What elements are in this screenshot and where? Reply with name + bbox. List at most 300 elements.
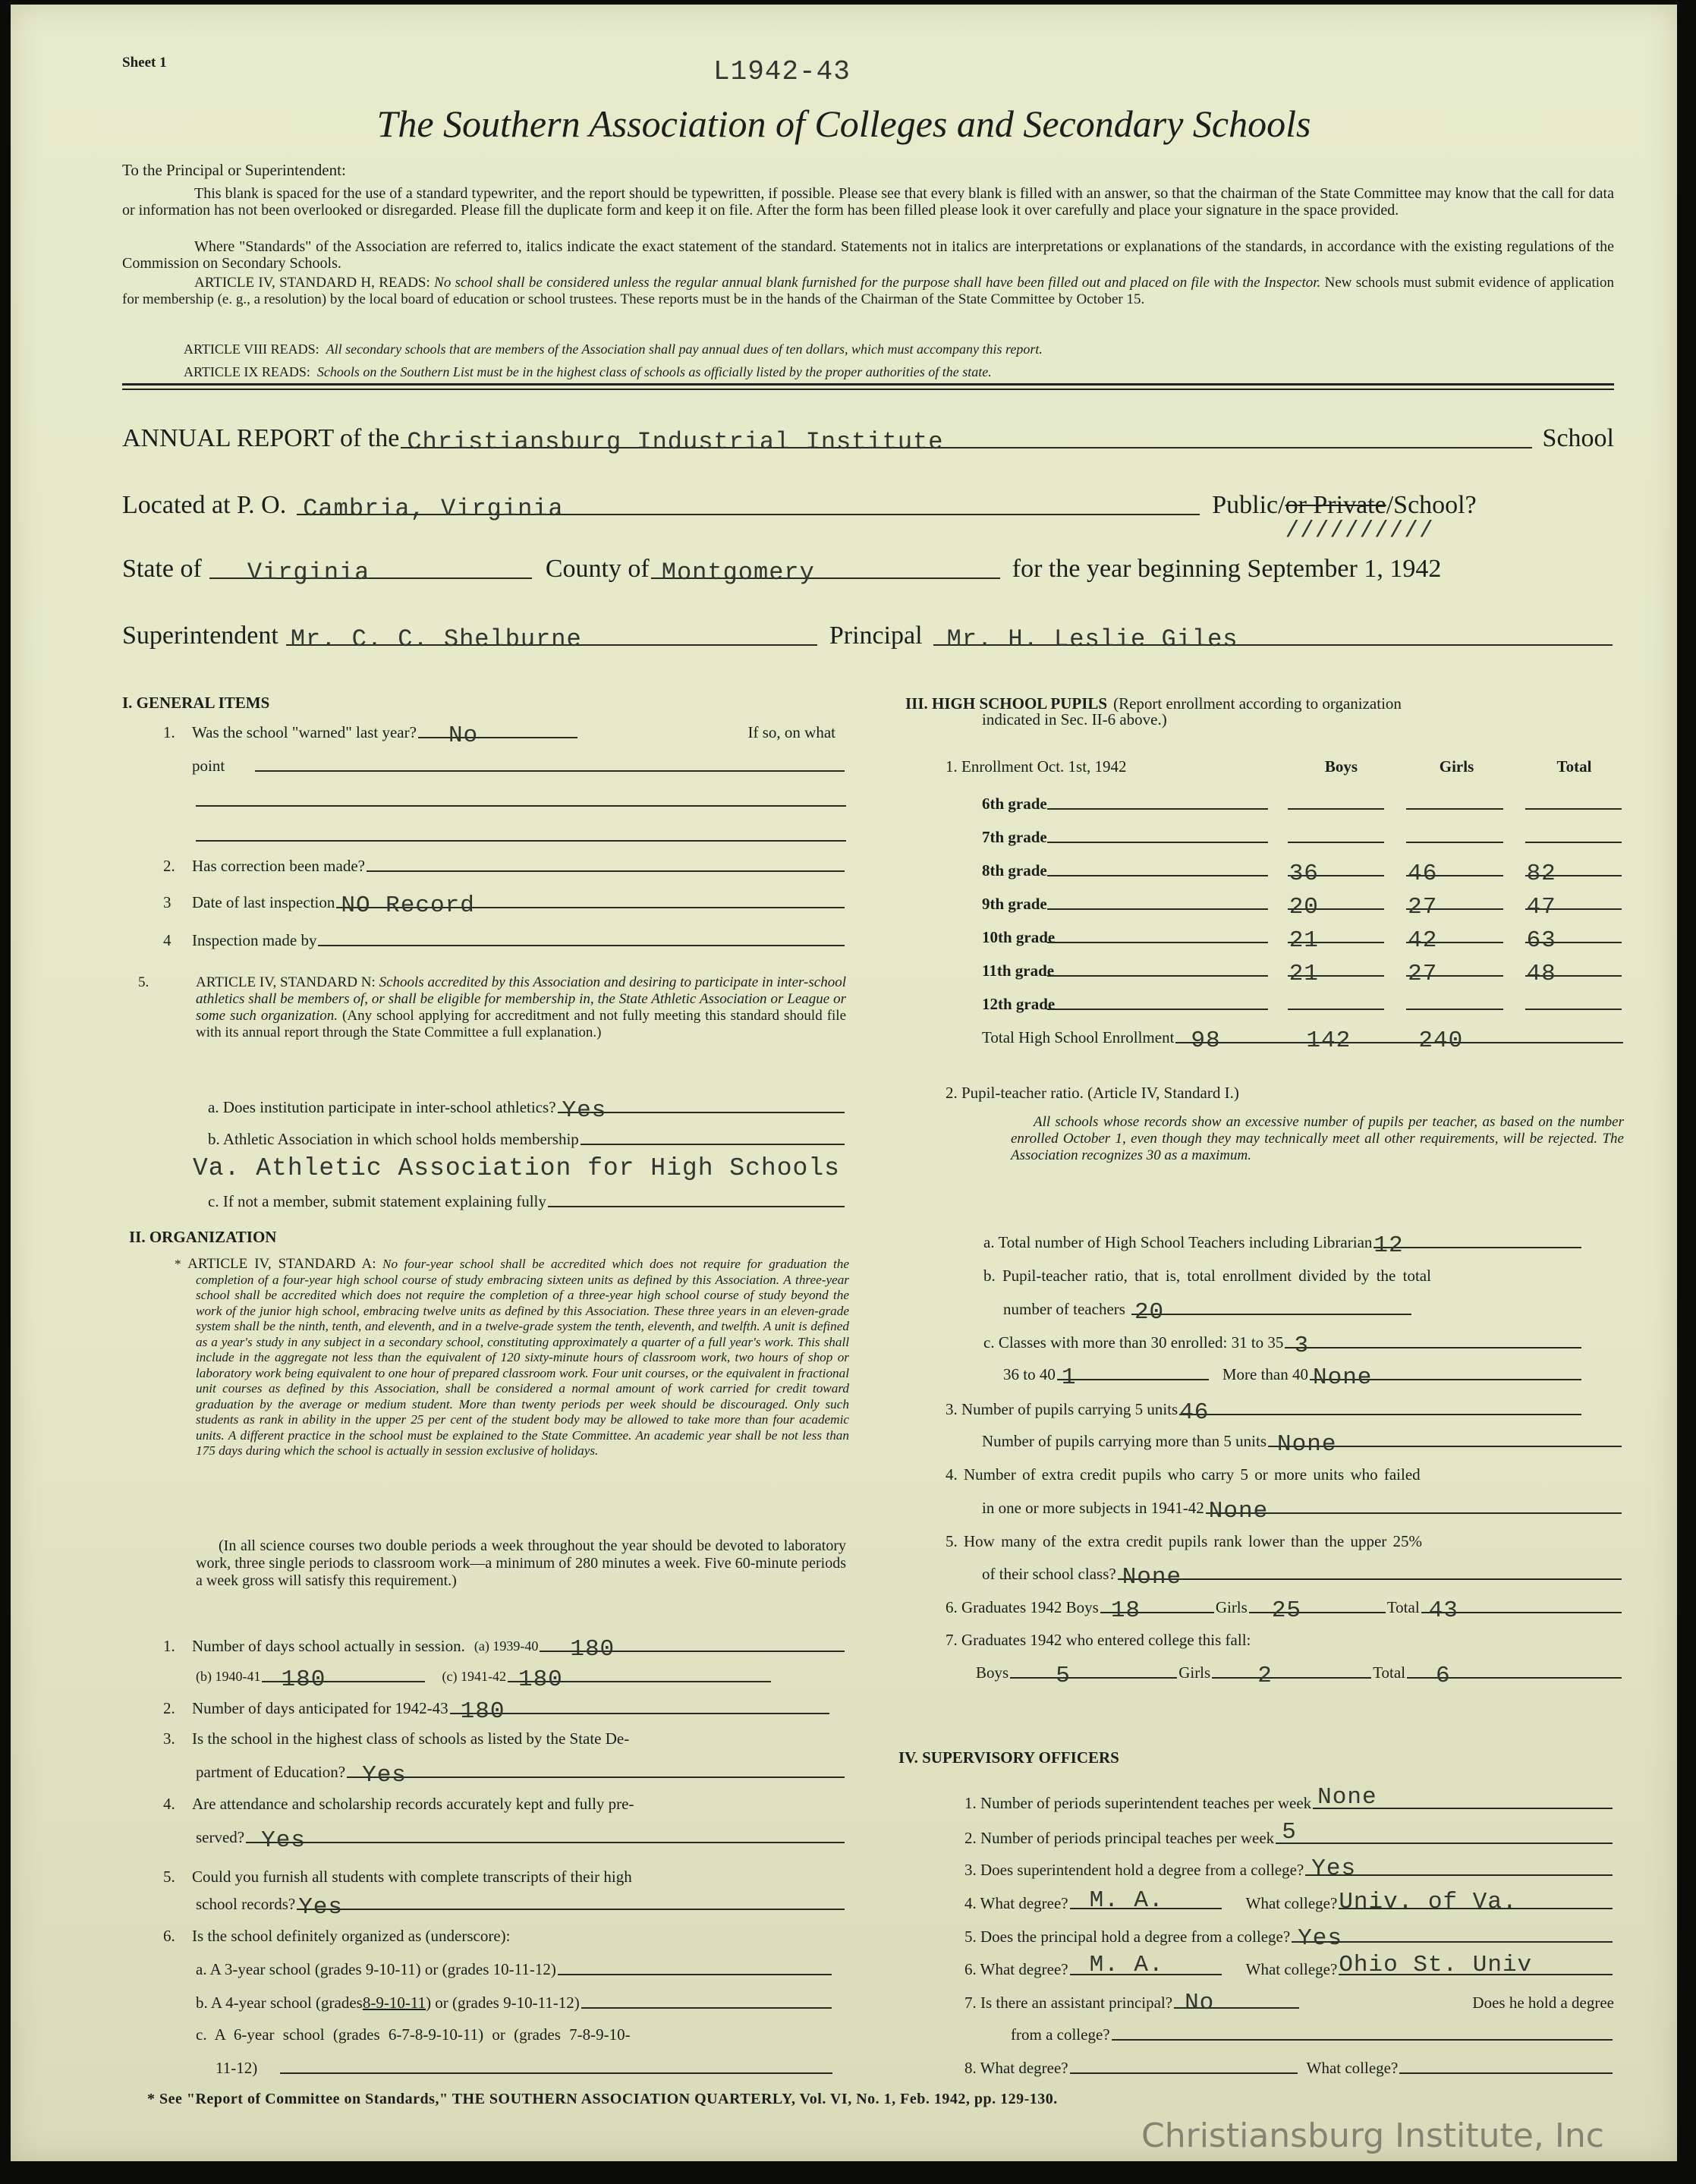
total-enrollment-field[interactable] [1175, 1027, 1623, 1054]
enrollment-boys-field[interactable] [1288, 927, 1384, 954]
pupils-heading-note: (Report enrollment according to organization [1113, 694, 1402, 713]
enrollment-boys-value: 21 [1289, 961, 1319, 987]
grade-blank [1047, 861, 1268, 876]
year-label: (b) 1940-41 [196, 1669, 261, 1684]
blank [581, 1994, 832, 2009]
annual-report-line [122, 423, 1614, 454]
classes-row [983, 1333, 1583, 1359]
supt-periods-value: None [1317, 1784, 1377, 1811]
enrollment-boys-field[interactable] [1288, 828, 1384, 843]
located-line [122, 490, 1625, 544]
org-q6c[interactable] [196, 2025, 846, 2044]
enrollment-girls-field[interactable] [1406, 894, 1502, 920]
article-viii-text: All secondary schools that are members of the Association shall pay annual dues of ten dollars, which must accompany this report. [326, 341, 1043, 357]
grade-blank [1047, 795, 1268, 810]
pupils-q5 [946, 1531, 1623, 1551]
org-q1 [163, 1636, 846, 1663]
org-q1-bc [196, 1666, 772, 1693]
days-1940-value: 180 [281, 1666, 326, 1693]
more-units-field[interactable] [1268, 1431, 1622, 1458]
q-number: 3 [163, 893, 171, 911]
supt-degree-field[interactable] [1070, 1887, 1222, 1914]
pupils-q4 [946, 1465, 1623, 1484]
ratio-field[interactable] [1131, 1299, 1411, 1326]
q-label: Date of last inspection [192, 893, 335, 911]
grade-blank [1047, 961, 1268, 977]
article-ix-label: ARTICLE IX READS: [184, 364, 310, 379]
enrollment-total-value: 63 [1526, 927, 1556, 954]
not-member-field[interactable] [548, 1192, 845, 1207]
enrollment-girls-value: 27 [1408, 961, 1438, 987]
college-boys-value: 5 [1056, 1663, 1071, 1689]
pupils-q4b [982, 1498, 1623, 1525]
asterisk: * [175, 1257, 188, 1271]
q-number: 1. [163, 1637, 175, 1655]
enrollment-total-value: 82 [1526, 861, 1556, 887]
q-label: What college? [1245, 1960, 1338, 1978]
transcripts-value: Yes [298, 1894, 344, 1921]
q-label: Total [1373, 1663, 1406, 1682]
enrollment-girls-field[interactable] [1406, 828, 1502, 843]
standard-n [138, 974, 847, 1041]
q-label: 5. How many of the extra credit pupils rank lower than the upper 25% [946, 1532, 1422, 1550]
pupils-q3 [946, 1399, 1583, 1426]
q-label: 4. What degree? [964, 1894, 1068, 1912]
highest-class-field[interactable] [347, 1762, 845, 1789]
records-kept-field[interactable] [246, 1827, 845, 1854]
article-ix-text: Schools on the Southern List must be in the highest class of schools as officially listed by the proper authorities of the state. [316, 364, 992, 379]
grad-boys-value: 18 [1110, 1597, 1141, 1624]
q-label: Number of pupils carrying more than 5 units [982, 1432, 1267, 1450]
grade-label: 12th grade [982, 995, 1056, 1013]
state-field[interactable] [209, 558, 532, 587]
q-label: Is the school in the highest class of schools as listed by the State De- [192, 1729, 630, 1748]
article-viii-label: ARTICLE VIII READS: [184, 341, 319, 357]
enrollment-girls-value: 46 [1408, 861, 1438, 887]
enrollment-total-field[interactable] [1525, 995, 1622, 1010]
supt-degree-held-field[interactable] [1305, 1855, 1613, 1882]
grad-total-value: 43 [1428, 1597, 1458, 1624]
public-label: Public/ [1212, 491, 1285, 519]
blank-line[interactable] [196, 840, 846, 842]
standard-n-italic: Schools accredited by this Association and desiring to participate in inter-school athletics shall be members of, or shall be eligible for membership in, the State Athletic Association or League or some such organization. [196, 974, 846, 1024]
enrollment-total-value: 48 [1526, 961, 1556, 987]
days-1941-field[interactable] [508, 1666, 771, 1693]
supervisory-q2 [964, 1819, 1614, 1848]
total-boys-value: 98 [1191, 1027, 1221, 1054]
org-q6c2[interactable] [216, 2058, 834, 2078]
general-q1 [163, 722, 835, 749]
enrollment-row [982, 861, 1623, 887]
grade-label: 7th grade [982, 828, 1047, 846]
state-value: Virginia [247, 559, 370, 587]
q-number: 5. [163, 1868, 175, 1886]
enrollment-boys-field[interactable] [1288, 795, 1384, 810]
state-line [122, 554, 1625, 587]
watermark: Christiansburg Institute, Inc [1141, 2116, 1604, 2155]
grade-label: 6th grade [982, 795, 1047, 813]
enrollment-row [982, 994, 1623, 1014]
q-label: number of teachers [1003, 1300, 1125, 1318]
q-label: Boys [976, 1663, 1009, 1682]
supervisory-q4 [964, 1887, 1614, 1915]
q-label: 4. Number of extra credit pupils who carry 5 or more units who failed [946, 1465, 1421, 1484]
q-label: c. A 6-year school (grades 6-7-8-9-10-11) or (grades 7-8-9-10- [196, 2025, 631, 2044]
assistant-principal-field[interactable] [1174, 1990, 1299, 2016]
standard-a-text: No four-year school shall be accredited which does not require for graduation the completion of a four-year high school course of study embracing sixteen units as defined by this Association. A three-year school shall be accredited which does not require the completion of a three-year high school course of study beyond the work of the junior high school, embracing twelve units as defined by this Association. These three years in an eleven-grade system shall be the ninth, tenth, and eleventh, and in a twelve-grade system the tenth, eleventh, and twelfth. A unit is defined as a year's study in any subject in a secondary school, constituting approximately a quarter of a full year's work. This shall include in the aggregate not less than the equivalent of 120 sixty-minute hours of classroom work, two hours of shop or laboratory work being equivalent to one hour of prepared classroom work. Four unit courses, or the equivalent in fractional unit courses as defined by this Association, shall be considered a normal amount of work carried for credit toward graduation by the average or medium student. More than twenty periods per week should be discouraged. Only such students as rank in ability in the upper 25 per cent of the student body may be allowed to take more than four academic units. A different practice in the school must be explained to the State Committee. An academic year shall be not less than 175 days during which the school is actually in session exclusive of holidays. [196, 1257, 850, 1458]
grade-label: 11th grade [982, 961, 1055, 980]
general-items-heading: I. GENERAL ITEMS [122, 694, 270, 712]
enrollment-row [982, 894, 1623, 920]
principal-degree-field[interactable] [1070, 1952, 1222, 1978]
science-note: (In all science courses two double periods a week throughout the year should be devoted to laboratory work, three single periods to classroom work—a minimum of 280 minutes a week. Five 60-minute periods a week gross will satisfy this requirement.) [196, 1537, 846, 1589]
principal-field[interactable] [933, 625, 1613, 653]
supervisory-q7b [1011, 2025, 1614, 2044]
footnote: * See "Report of Committee on Standards," THE SOUTHERN ASSOCIATION QUARTERLY, Vol. VI, No. 1, Feb. 1942, pp. 129-130. [147, 2091, 1058, 2107]
enrollment-boys-field[interactable] [1288, 861, 1384, 887]
rank-lower-value: None [1122, 1564, 1182, 1591]
pupils-heading-note2: indicated in Sec. II-6 above.) [982, 710, 1167, 729]
org-q4b [196, 1827, 846, 1854]
principal-degree-held-value: Yes [1298, 1925, 1342, 1952]
principal-college-field[interactable] [1339, 1952, 1613, 1978]
college-graduates-label: 7. Graduates 1942 who entered college this fall: [946, 1631, 1251, 1649]
college-total-value: 6 [1436, 1663, 1451, 1689]
not-member-question [208, 1191, 846, 1211]
q-number: 6. [163, 1927, 175, 1945]
general-q1-point [192, 756, 846, 776]
last-inspection-field[interactable] [336, 892, 845, 919]
classes-36-40-field[interactable] [1057, 1364, 1209, 1391]
enrollment-girls-field[interactable] [1406, 995, 1502, 1010]
article-h [122, 275, 1614, 308]
q-label: 3. Does superintendent hold a degree from a college? [964, 1861, 1304, 1879]
q-label: Is the school definitely organized as (underscore): [192, 1927, 511, 1945]
days-1940-field[interactable] [262, 1666, 425, 1693]
org-q3b [196, 1762, 846, 1789]
enrollment-girls-field[interactable] [1406, 861, 1502, 887]
q-label: Does he hold a degree [1472, 1994, 1614, 2012]
post-office-value: Cambria, Virginia [303, 495, 564, 523]
underscored-selection: 8-9-10-11 [362, 1994, 426, 2012]
principal-degree-held-field[interactable] [1292, 1925, 1613, 1952]
superintendent-field[interactable] [286, 625, 817, 653]
supervisory-q5 [964, 1925, 1614, 1952]
article-h-rest: New schools must submit evidence of application for membership (e. g., a resolution) by the local board of education or school trustees. These reports must be in the hands of the Chairman of the State Committee by October 15. [122, 275, 1615, 307]
pupil-teacher-note: All schools whose records show an excessive number of pupils per teacher, as based on the number enrolled October 1, even though they may technically meet all other requirements, will be rejected. The Association recognizes 30 as a maximum. [1011, 1114, 1624, 1163]
q-number: 3. [163, 1729, 175, 1748]
classes-31-35-field[interactable] [1285, 1333, 1581, 1359]
grad-boys-field[interactable] [1100, 1597, 1214, 1624]
column-total: Total [1556, 757, 1592, 776]
total-girls-value: 142 [1306, 1027, 1351, 1054]
grade-blank [1047, 828, 1268, 843]
q-label: partment of Education? [196, 1763, 346, 1781]
org-q5b [196, 1894, 846, 1921]
transcripts-field[interactable] [297, 1894, 845, 1921]
q-label: What college? [1245, 1894, 1338, 1912]
article-ix [184, 364, 992, 380]
grade-label: 10th grade [982, 928, 1056, 946]
supervisory-q7 [964, 1990, 1614, 2016]
annual-report-label: ANNUAL REPORT of the [122, 424, 400, 452]
q-label: from a college? [1011, 2025, 1110, 2044]
org-q6 [163, 1926, 846, 1946]
supt-degree-value: M. A. [1089, 1887, 1164, 1914]
enrollment-girls-value: 42 [1408, 927, 1438, 954]
general-q3 [163, 892, 846, 919]
warned-field[interactable] [418, 722, 577, 749]
county-field[interactable] [651, 558, 1000, 587]
q-label: What college? [1306, 2059, 1399, 2077]
total-label: Total High School Enrollment [982, 1028, 1175, 1046]
q-label: 7. Is there an assistant principal? [964, 1994, 1173, 2012]
five-units-value: 46 [1179, 1399, 1210, 1426]
enrollment-row [982, 927, 1623, 954]
pupil-teacher-label: 2. Pupil-teacher ratio. (Article IV, Standard I.) [946, 1084, 1239, 1102]
supervisory-q1 [964, 1784, 1614, 1813]
enrollment-total-field[interactable] [1525, 828, 1622, 843]
q-label: More than 40 [1222, 1365, 1308, 1383]
school-name-field[interactable] [401, 427, 1531, 456]
teachers-row [983, 1232, 1583, 1259]
point-label: point [192, 757, 225, 775]
college-girls-value: 2 [1257, 1663, 1273, 1689]
assistant-principal-value: No [1185, 1990, 1215, 2016]
form-page [11, 5, 1677, 2161]
public-private: Public/or Private ////////// /School? [1212, 491, 1477, 544]
athletic-association-value: Va. Athletic Association for High Schools [193, 1154, 840, 1182]
year-label: for the year beginning September 1, 1942 [1012, 555, 1442, 583]
superintendent-label: Superintendent [122, 622, 278, 650]
q-label: ) or (grades 9-10-11-12) [426, 1994, 580, 2012]
q-label: 1. Number of periods superintendent teaches per week [964, 1794, 1312, 1812]
supervisory-heading: IV. SUPERVISORY OFFICERS [898, 1748, 1119, 1767]
general-q2 [163, 856, 846, 876]
org-q2 [163, 1698, 831, 1725]
college-total-field[interactable] [1407, 1663, 1622, 1689]
supt-college-value: Univ. of Va. [1339, 1889, 1518, 1915]
classes-over-40-field[interactable] [1310, 1364, 1581, 1391]
q-number: 2. [163, 1699, 175, 1717]
point-field[interactable] [255, 757, 845, 772]
enrollment-total-field[interactable] [1525, 861, 1622, 887]
total-all-value: 240 [1418, 1027, 1464, 1054]
enrollment-row [982, 794, 1623, 813]
organization-heading: II. ORGANIZATION [129, 1228, 277, 1246]
q-label: Inspection made by [192, 931, 317, 949]
enrollment-girls-value: 27 [1408, 894, 1438, 920]
post-office-field[interactable] [297, 494, 1200, 523]
five-units-field[interactable] [1179, 1399, 1581, 1426]
enrollment-girls-field[interactable] [1406, 795, 1502, 810]
form-title: The Southern Association of Colleges and Secondary Schools [376, 102, 1311, 145]
q-label: Number of days school actually in session. [192, 1637, 465, 1655]
q-label: in one or more subjects in 1941-42 [982, 1499, 1204, 1517]
q-number: 4 [163, 931, 171, 949]
q-label: of their school class? [982, 1565, 1116, 1583]
records-kept-value: Yes [261, 1827, 306, 1854]
instruction-p1: This blank is spaced for the use of a standard typewriter, and the report should be typewritten, if possible. Please see that every blank is filled with an answer, so that the chairman of the State Committee may know that the call for data or information has not been overlooked or disregarded. Please fill the duplicate form and keep it on file. After the form has been filled please look it over carefully and place your signature in the space provided. [122, 185, 1614, 219]
days-1939-field[interactable] [540, 1636, 845, 1663]
year-label: (c) 1941-42 [442, 1669, 506, 1684]
q-label: Are attendance and scholarship records accurately kept and fully pre- [192, 1795, 634, 1813]
q-label: c. Classes with more than 30 enrolled: 31 to 35 [983, 1333, 1284, 1352]
principal-periods-value: 5 [1282, 1819, 1297, 1846]
grade-label: 8th grade [982, 861, 1047, 880]
column-boys: Boys [1324, 757, 1358, 776]
warned-value: No [448, 722, 479, 749]
classes-31-35-value: 3 [1294, 1333, 1310, 1359]
standard-a [175, 1256, 850, 1459]
q-label: 8. What degree? [964, 2059, 1068, 2077]
org-q5 [163, 1867, 846, 1887]
enrollment-row [982, 961, 1623, 987]
article-h-label: ARTICLE IV, STANDARD H, READS: [194, 275, 430, 291]
pupils-q5b [982, 1564, 1623, 1591]
supervisory-q3 [964, 1855, 1614, 1882]
grad-girls-value: 25 [1271, 1597, 1302, 1624]
enrollment-girls-field[interactable] [1406, 961, 1502, 987]
q-label: Has correction been made? [192, 857, 365, 875]
q-number: 2. [163, 857, 175, 875]
superintendent-value: Mr. C. C. Shelburne [290, 625, 582, 653]
supt-degree-held-value: Yes [1311, 1855, 1357, 1882]
q-label: a. Does institution participate in inter-school athletics? [208, 1098, 556, 1116]
supt-periods-field[interactable] [1313, 1784, 1613, 1811]
school-suffix: School [1542, 424, 1614, 452]
q-label: b. Athletic Association in which school holds membership [208, 1130, 579, 1148]
principal-degree-value: M. A. [1089, 1952, 1164, 1978]
grad-total-field[interactable] [1421, 1597, 1622, 1624]
q-number: 1. [163, 723, 175, 741]
athletics-field[interactable] [558, 1097, 845, 1124]
enrollment-total-field[interactable] [1525, 961, 1622, 987]
org-q6a[interactable] [196, 1959, 833, 1979]
q-label: Total [1386, 1598, 1420, 1616]
classes-row-2 [1003, 1364, 1583, 1391]
highest-class-value: Yes [362, 1762, 407, 1789]
days-1939-value: 180 [570, 1636, 615, 1663]
assistant-degree-type-field[interactable] [1070, 2059, 1298, 2074]
q-label: 6. What degree? [964, 1960, 1068, 1978]
principal-periods-field[interactable] [1276, 1819, 1613, 1846]
last-inspection-value: NO Record [341, 892, 475, 919]
general-q4 [163, 930, 846, 950]
q-number: 4. [163, 1795, 175, 1813]
q-label: Number of days anticipated for 1942-43 [192, 1699, 448, 1717]
q-label: 5. Does the principal hold a degree from a college? [964, 1928, 1291, 1946]
assistant-degree-field[interactable] [1112, 2025, 1613, 2041]
pupils-heading: III. HIGH SCHOOL PUPILS [905, 694, 1108, 713]
supt-college-field[interactable] [1339, 1889, 1613, 1915]
enrollment-boys-field[interactable] [1288, 995, 1384, 1010]
failed-value: None [1208, 1498, 1269, 1525]
q-label: school records? [196, 1895, 296, 1913]
school-name-value: Christiansburg Industrial Institute [407, 428, 944, 456]
q-number: 5. [138, 974, 149, 990]
org-q3 [163, 1729, 846, 1748]
q-label: 3. Number of pupils carrying 5 units [946, 1400, 1178, 1418]
strikeout-slashes: ////////// [1285, 518, 1434, 544]
enrollment-total-field[interactable] [1525, 927, 1622, 954]
total-enrollment-row [982, 1027, 1623, 1054]
org-q6b[interactable] [196, 1993, 833, 2012]
enrollment-total-field[interactable] [1525, 795, 1622, 810]
enrollment-girls-field[interactable] [1406, 927, 1502, 954]
college-boys-field[interactable] [1010, 1663, 1177, 1689]
county-value: Montgomery [661, 559, 815, 587]
correction-field[interactable] [367, 857, 845, 872]
athletics-value: Yes [562, 1097, 607, 1124]
school-question: School? [1393, 491, 1477, 519]
assistant-college-field[interactable] [1399, 2059, 1613, 2074]
q-label: b. A 4-year school (grades [196, 1994, 363, 2012]
failed-field[interactable] [1206, 1498, 1622, 1525]
principal-value: Mr. H. Leslie Giles [946, 625, 1238, 653]
salutation: To the Principal or Superintendent: [122, 161, 346, 179]
instruction-p2: Where "Standards" of the Association are referred to, italics indicate the exact statement of the standard. Statements not in italics are interpretations or explanations of the standards, in accordance with the existing regulations of the Commission on Secondary Schools. [122, 238, 1614, 272]
principal-label: Principal [829, 622, 923, 650]
grad-girls-field[interactable] [1249, 1597, 1386, 1624]
q-label: c. If not a member, submit statement explaining fully [208, 1192, 546, 1210]
enrollment-boys-value: 21 [1289, 927, 1319, 954]
q-label: b. Pupil-teacher ratio, that is, total enrollment divided by the total [983, 1267, 1431, 1285]
q-label: a. A 3-year school (grades 9-10-11) or (grades 10-11-12) [196, 1960, 556, 1978]
inspection-by-field[interactable] [318, 931, 845, 946]
blank-line[interactable] [196, 805, 846, 807]
enrollment-boys-field[interactable] [1288, 961, 1384, 987]
q-label: Was the school "warned" last year? [192, 723, 417, 741]
q-label: Could you furnish all students with complete transcripts of their high [192, 1868, 632, 1886]
athletics-question [208, 1097, 846, 1124]
supervisory-q8 [964, 2058, 1614, 2078]
principal-college-value: Ohio St. Univ [1339, 1952, 1533, 1978]
q-label: Girls [1178, 1663, 1211, 1682]
located-label: Located at P. O. [122, 491, 287, 519]
rank-lower-field[interactable] [1118, 1564, 1622, 1591]
ratio-row-2 [1003, 1299, 1413, 1326]
college-graduates-row [976, 1663, 1623, 1689]
q-label: 6. Graduates 1942 Boys [946, 1598, 1099, 1616]
athletic-association-field[interactable] [581, 1130, 845, 1145]
q-label: a. Total number of High School Teachers including Librarian [983, 1233, 1373, 1251]
or-private-label: or Private [1285, 491, 1386, 519]
org-q4 [163, 1794, 846, 1814]
teachers-value: 12 [1373, 1232, 1404, 1259]
column-girls: Girls [1439, 757, 1474, 776]
days-anticipated-field[interactable] [450, 1698, 829, 1725]
more-units-value: None [1277, 1431, 1337, 1458]
year-label: (a) 1939-40 [474, 1638, 539, 1654]
college-girls-field[interactable] [1212, 1663, 1371, 1689]
q-tail: If so, on what [747, 723, 835, 741]
file-code: L1942-43 [713, 56, 851, 87]
q-label: served? [196, 1828, 245, 1846]
classes-over-40-value: None [1313, 1364, 1373, 1391]
teachers-field[interactable] [1373, 1232, 1581, 1259]
enrollment-boys-value: 36 [1289, 861, 1319, 887]
enrollment-total-field[interactable] [1525, 894, 1622, 920]
grade-label: 9th grade [982, 895, 1047, 913]
double-rule [122, 383, 1614, 390]
ratio-value: 20 [1134, 1299, 1165, 1326]
enrollment-boys-field[interactable] [1288, 894, 1384, 920]
article-h-italic: No school shall be considered unless the regular annual blank furnished for the purpose shall have been filled out and placed on file with the Inspector. [434, 275, 1321, 291]
standard-n-rest: (Any school applying for accreditment and not fully meeting this standard should file with its annual report through the State Committee a full explanation.) [196, 1008, 847, 1040]
county-label: County of [545, 555, 650, 583]
q-label: Girls [1215, 1598, 1248, 1616]
